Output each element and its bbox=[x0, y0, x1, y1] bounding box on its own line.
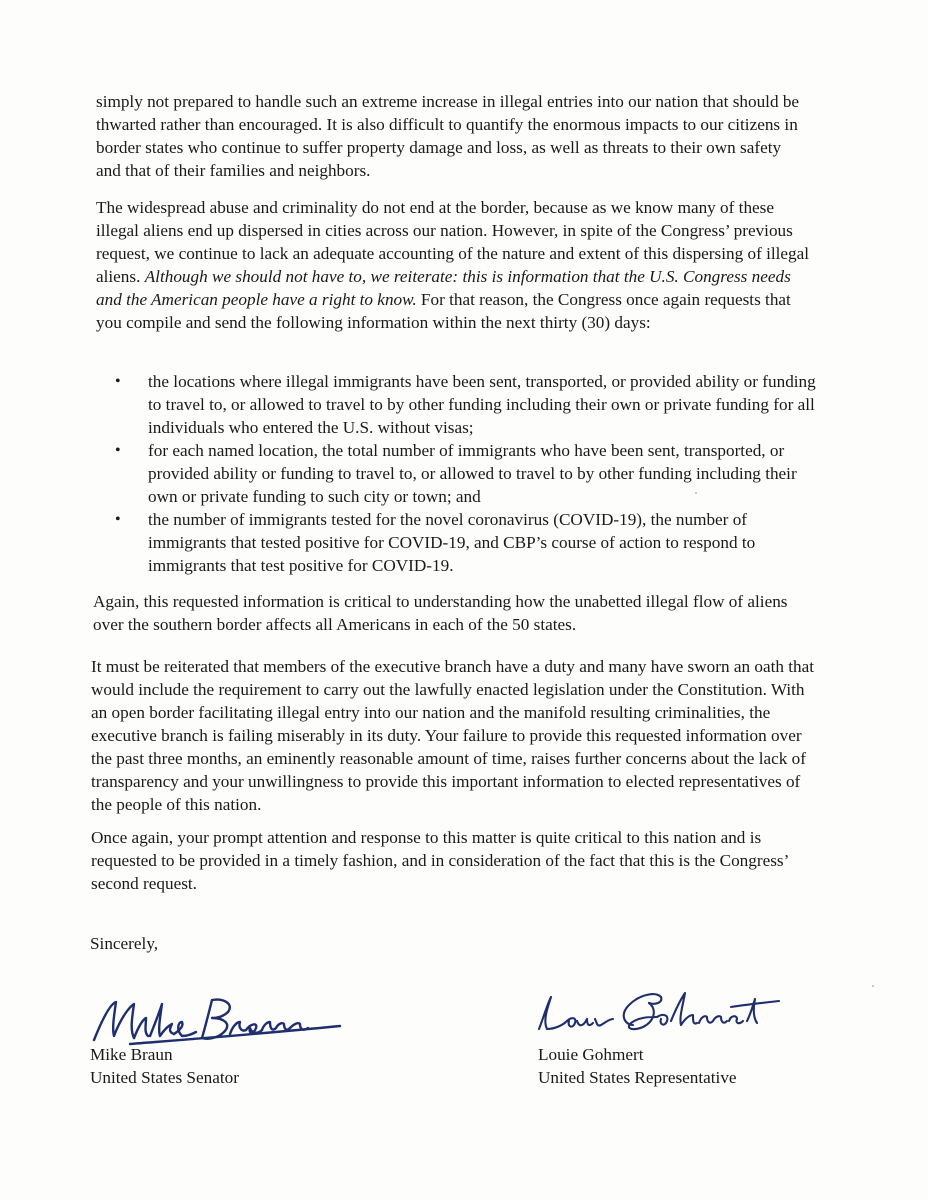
signatory-braun bbox=[90, 1043, 239, 1089]
list-item bbox=[112, 370, 822, 439]
signatory-gohmert bbox=[538, 1043, 737, 1089]
signatory-title: United States Representative bbox=[538, 1068, 737, 1087]
paragraph-5: Once again, your prompt attention and response to this matter is quite critical to this nation and is requested to be provided in a timely fashion, and in consideration of the fact that this is the Congress’ second request. bbox=[91, 828, 789, 893]
signatory-title: United States Senator bbox=[90, 1068, 239, 1087]
list-item-text: for each named location, the total number of immigrants who have been sent, transported, or provided ability or funding to travel to, or allowed to travel to by other funding including their own or private funding to such city or town; and bbox=[148, 441, 797, 506]
signatory-name: Louie Gohmert bbox=[538, 1045, 644, 1064]
list-item bbox=[112, 508, 822, 577]
paragraph-4: It must be reiterated that members of the executive branch have a duty and many have sworn an oath that would include the requirement to carry out the lawfully enacted legislation under the Constitution. With an open border facilitating illegal entry into our nation and the manifold resulting criminalities, the executive branch is failing miserably in its duty. Your failure to provide this requested information over the past three months, an eminently reasonable amount of time, raises further concerns about the lack of transparency and your unwillingness to provide this important information to elected representatives of the people of this nation. bbox=[91, 657, 815, 814]
closing: Sincerely, bbox=[90, 934, 159, 953]
paragraph-2-italic: Although we should not have to, we reiterate: this is information that the U.S. Congress needs and the American people have a right to know. bbox=[96, 267, 791, 309]
signature-mike-braun bbox=[90, 990, 350, 1050]
bullet-icon: • bbox=[115, 442, 121, 459]
paragraph-2-end: For that reason, the Congress once again requests that you compile and send the following information within the next thirty (30) days: bbox=[96, 290, 791, 332]
list-item-text: the number of immigrants tested for the novel coronavirus (COVID-19), the number of immigrants that tested positive for COVID-19, and CBP’s course of action to respond to immigrants that test positive for COVID-19. bbox=[148, 510, 756, 575]
signature-louie-gohmert bbox=[533, 985, 783, 1045]
paragraph-2 bbox=[96, 196, 814, 334]
bullet-icon: • bbox=[115, 511, 121, 528]
scan-speck bbox=[872, 985, 874, 987]
paragraph-1: simply not prepared to handle such an extreme increase in illegal entries into our nation that should be thwarted rather than encouraged. It is also difficult to quantify the enormous impacts to our citizens in border states who continue to suffer property damage and loss, as well as threats to their own safety and that of their families and neighbors. bbox=[96, 92, 800, 180]
bullet-icon: • bbox=[115, 373, 121, 390]
signatory-name: Mike Braun bbox=[90, 1045, 173, 1064]
request-list bbox=[112, 370, 822, 577]
paragraph-3: Again, this requested information is critical to understanding how the unabetted illegal flow of aliens over the southern border affects all Americans in each of the 50 states. bbox=[93, 592, 788, 634]
list-item bbox=[112, 439, 822, 508]
paragraph-2-start: The widespread abuse and criminality do not end at the border, because as we know many of these illegal aliens end up dispersed in cities across our nation. However, in spite of the Congress’ previous request, we continue to lack an adequate accounting of the nature and extent of this dispersing of illegal aliens. bbox=[96, 198, 810, 286]
list-item-text: the locations where illegal immigrants have been sent, transported, or provided ability or funding to travel to, or allowed to travel to by other funding including their own or private funding for all individuals who entered the U.S. without visas; bbox=[148, 372, 816, 437]
scan-speck bbox=[695, 492, 697, 494]
